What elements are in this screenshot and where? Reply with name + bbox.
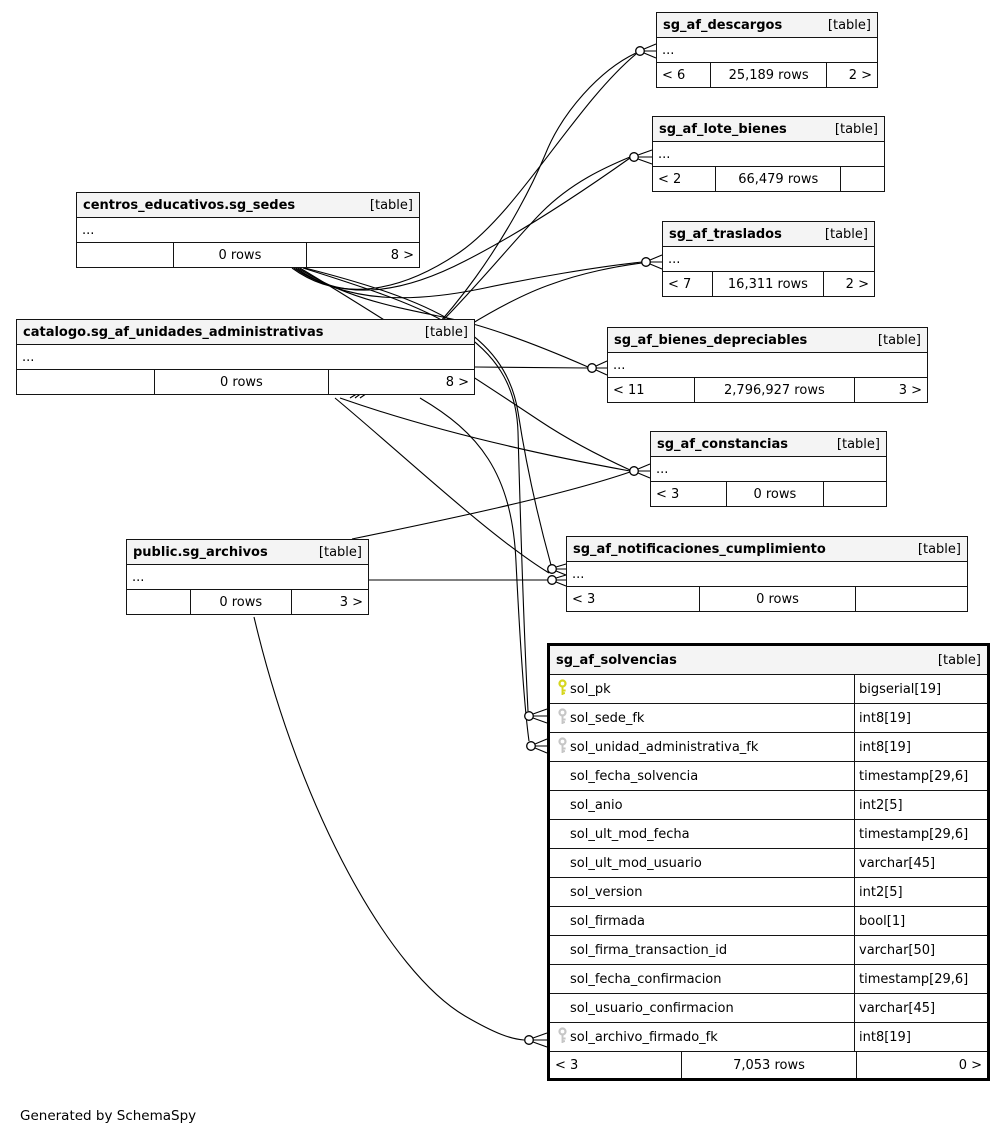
table-header: [608, 328, 927, 353]
column-type: bigserial[19]: [854, 675, 987, 703]
table-header: [567, 537, 967, 562]
parent-degree: [77, 243, 173, 267]
column-name: sol_unidad_administrativa_fk: [570, 739, 759, 755]
parent-degree: < 3: [572, 591, 596, 607]
child-degree: [855, 587, 967, 611]
parent-degree: < 3: [555, 1057, 579, 1073]
child-degree: 8 >: [328, 370, 474, 394]
crowfoot-endpoint-constancias: [630, 464, 650, 478]
child-degree: 8 >: [306, 243, 419, 267]
table-type-tag: [table]: [836, 436, 880, 452]
column-name: sol_firma_transaction_id: [570, 942, 728, 958]
table-header: [77, 193, 419, 218]
column-name: sol_fecha_confirmacion: [570, 971, 722, 987]
table-sg-af-lote-bienes: [652, 116, 885, 192]
table-name-link[interactable]: sg_af_notificaciones_cumplimiento: [573, 541, 826, 557]
foreign-key-icon: [557, 708, 568, 729]
crowfoot-endpoint-bienes-depreciables: [588, 361, 607, 375]
table-catalogo-sg-af-unidades-administrativas: [16, 319, 475, 395]
column-type: timestamp[29,6]: [854, 965, 987, 993]
collapsed-columns-row: ...: [567, 562, 967, 587]
fk-line-archivos-constancias: [352, 472, 630, 539]
parent-degree: < 11: [613, 382, 645, 398]
table-type-tag: [table]: [369, 197, 413, 213]
table-type-tag: [table]: [917, 541, 961, 557]
column-row-sol-fecha-confirmacion: [550, 965, 987, 994]
column-type: int2[5]: [854, 791, 987, 819]
collapsed-columns-row: ...: [657, 38, 877, 63]
parent-degree: [127, 590, 190, 614]
table-footer: [567, 587, 967, 611]
table-type-tag: [table]: [318, 544, 362, 560]
column-name: sol_pk: [570, 681, 611, 697]
column-row-sol-usuario-confirmacion: [550, 994, 987, 1023]
column-type: bool[1]: [854, 907, 987, 935]
parent-degree: [17, 370, 154, 394]
table-name-link[interactable]: sg_af_solvencias: [556, 652, 677, 668]
column-row-sol-unidad-administrativa-fk: [550, 733, 987, 762]
table-footer: [651, 482, 886, 506]
generator-note: Generated by SchemaSpy: [20, 1108, 197, 1124]
column-row-sol-pk: [550, 675, 987, 704]
table-name-link[interactable]: centros_educativos.sg_sedes: [83, 197, 296, 213]
parent-degree: < 7: [668, 276, 692, 292]
row-count: 25,189 rows: [710, 63, 827, 87]
table-header: [17, 320, 474, 345]
table-name-link[interactable]: sg_af_traslados: [669, 226, 782, 242]
column-row-sol-sede-fk: [550, 704, 987, 733]
table-footer: [17, 370, 474, 394]
row-count: 2,796,927 rows: [694, 378, 854, 402]
table-name-link[interactable]: sg_af_bienes_depreciables: [614, 332, 808, 348]
column-name: sol_version: [570, 884, 643, 900]
column-type: varchar[45]: [854, 849, 987, 877]
fk-line-archivos-solvencias: [254, 617, 524, 1040]
row-count: 7,053 rows: [681, 1052, 856, 1078]
table-type-tag: [table]: [827, 17, 871, 33]
table-sg-af-bienes-depreciables: [607, 327, 928, 403]
column-row-sol-firmada: [550, 907, 987, 936]
child-degree: 2 >: [826, 63, 877, 87]
fk-line-unidades-constancias: [340, 398, 630, 471]
table-name-link[interactable]: sg_af_descargos: [663, 17, 783, 33]
table-type-tag: [table]: [824, 226, 868, 242]
column-type: varchar[50]: [854, 936, 987, 964]
collapsed-columns-row: ...: [77, 218, 419, 243]
table-footer: [653, 167, 884, 191]
child-degree: [823, 482, 886, 506]
column-type: timestamp[29,6]: [854, 762, 987, 790]
table-footer: [608, 378, 927, 402]
column-type: int8[19]: [854, 1023, 987, 1051]
crowfoot-endpoint-sol-sede-fk: [525, 709, 547, 723]
row-count: 16,311 rows: [712, 272, 824, 296]
child-degree: 3 >: [854, 378, 927, 402]
row-count: 0 rows: [173, 243, 306, 267]
row-count: 0 rows: [726, 482, 822, 506]
column-name: sol_usuario_confirmacion: [570, 1000, 734, 1016]
collapsed-columns-row: ...: [663, 247, 874, 272]
row-count: 66,479 rows: [715, 167, 840, 191]
crowfoot-endpoint-notificaciones-b: [548, 575, 566, 586]
child-degree: 2 >: [823, 272, 874, 296]
child-degree: 3 >: [291, 590, 368, 614]
table-name-link[interactable]: public.sg_archivos: [133, 544, 268, 560]
table-footer: [77, 243, 419, 267]
crowfoot-endpoint-descargos: [636, 44, 656, 58]
table-header: [127, 540, 368, 565]
primary-key-icon: [557, 679, 568, 700]
column-type: int8[19]: [854, 733, 987, 761]
table-footer: [663, 272, 874, 296]
table-name-link[interactable]: catalogo.sg_af_unidades_administrativas: [23, 324, 324, 340]
column-name: sol_sede_fk: [570, 710, 645, 726]
column-type: varchar[45]: [854, 994, 987, 1022]
table-header: [651, 432, 886, 457]
table-type-tag: [table]: [877, 332, 921, 348]
table-type-tag: [table]: [937, 652, 981, 668]
table-name-link[interactable]: sg_af_constancias: [657, 436, 789, 452]
table-sg-af-traslados: [662, 221, 875, 297]
column-type: timestamp[29,6]: [854, 820, 987, 848]
table-header: [653, 117, 884, 142]
table-footer: [127, 590, 368, 614]
collapsed-columns-row: ...: [127, 565, 368, 590]
fk-line-unidades-bienes: [475, 367, 588, 368]
child-degree: 0 >: [856, 1052, 987, 1078]
parent-degree: < 3: [656, 486, 680, 502]
collapsed-columns-row: ...: [653, 142, 884, 167]
table-sg-af-notificaciones-cumplimiento: [566, 536, 968, 612]
column-name: sol_anio: [570, 797, 623, 813]
row-count: 0 rows: [699, 587, 855, 611]
table-sg-af-descargos: [656, 12, 878, 88]
row-count: 0 rows: [190, 590, 291, 614]
table-centros-educativos-sg-sedes: [76, 192, 420, 268]
column-row-sol-fecha-solvencia: [550, 762, 987, 791]
table-type-tag: [table]: [424, 324, 468, 340]
table-sg-af-constancias: [650, 431, 887, 507]
child-degree: [840, 167, 884, 191]
column-name: sol_ult_mod_fecha: [570, 826, 690, 842]
table-header: [657, 13, 877, 38]
column-type: int8[19]: [854, 704, 987, 732]
column-row-sol-ult-mod-usuario: [550, 849, 987, 878]
collapsed-columns-row: ...: [17, 345, 474, 370]
table-name-link[interactable]: sg_af_lote_bienes: [659, 121, 787, 137]
column-name: sol_archivo_firmado_fk: [570, 1029, 718, 1045]
parent-degree: < 2: [658, 171, 682, 187]
table-header: [550, 646, 987, 675]
foreign-key-icon: [557, 1027, 568, 1048]
table-footer: [550, 1052, 987, 1078]
table-sg-af-solvencias: [547, 643, 990, 1081]
column-name: sol_fecha_solvencia: [570, 768, 699, 784]
collapsed-columns-row: ...: [651, 457, 886, 482]
column-row-sol-version: [550, 878, 987, 907]
column-row-sol-ult-mod-fecha: [550, 820, 987, 849]
column-name: sol_firmada: [570, 913, 645, 929]
table-type-tag: [table]: [834, 121, 878, 137]
fk-line-unidades-solvencias: [420, 398, 529, 741]
crowfoot-endpoint-traslados: [642, 255, 662, 269]
crowfoot-endpoint-sol-archivo-firmado-fk: [525, 1033, 547, 1047]
table-footer: [657, 63, 877, 87]
crowfoot-endpoint-notificaciones-a: [548, 564, 566, 575]
table-header: [663, 222, 874, 247]
row-count: 0 rows: [154, 370, 328, 394]
parent-degree: < 6: [662, 67, 686, 83]
column-type: int2[5]: [854, 878, 987, 906]
crowfoot-endpoint-sol-unidad-administrativa-fk: [527, 739, 547, 753]
crowfoot-endpoint-lote-bienes: [630, 150, 652, 164]
foreign-key-icon: [557, 737, 568, 758]
column-row-sol-archivo-firmado-fk: [550, 1023, 987, 1052]
column-row-sol-anio: [550, 791, 987, 820]
table-public-sg-archivos: [126, 539, 369, 615]
column-name: sol_ult_mod_usuario: [570, 855, 702, 871]
collapsed-columns-row: ...: [608, 353, 927, 378]
column-row-sol-firma-transaction-id: [550, 936, 987, 965]
